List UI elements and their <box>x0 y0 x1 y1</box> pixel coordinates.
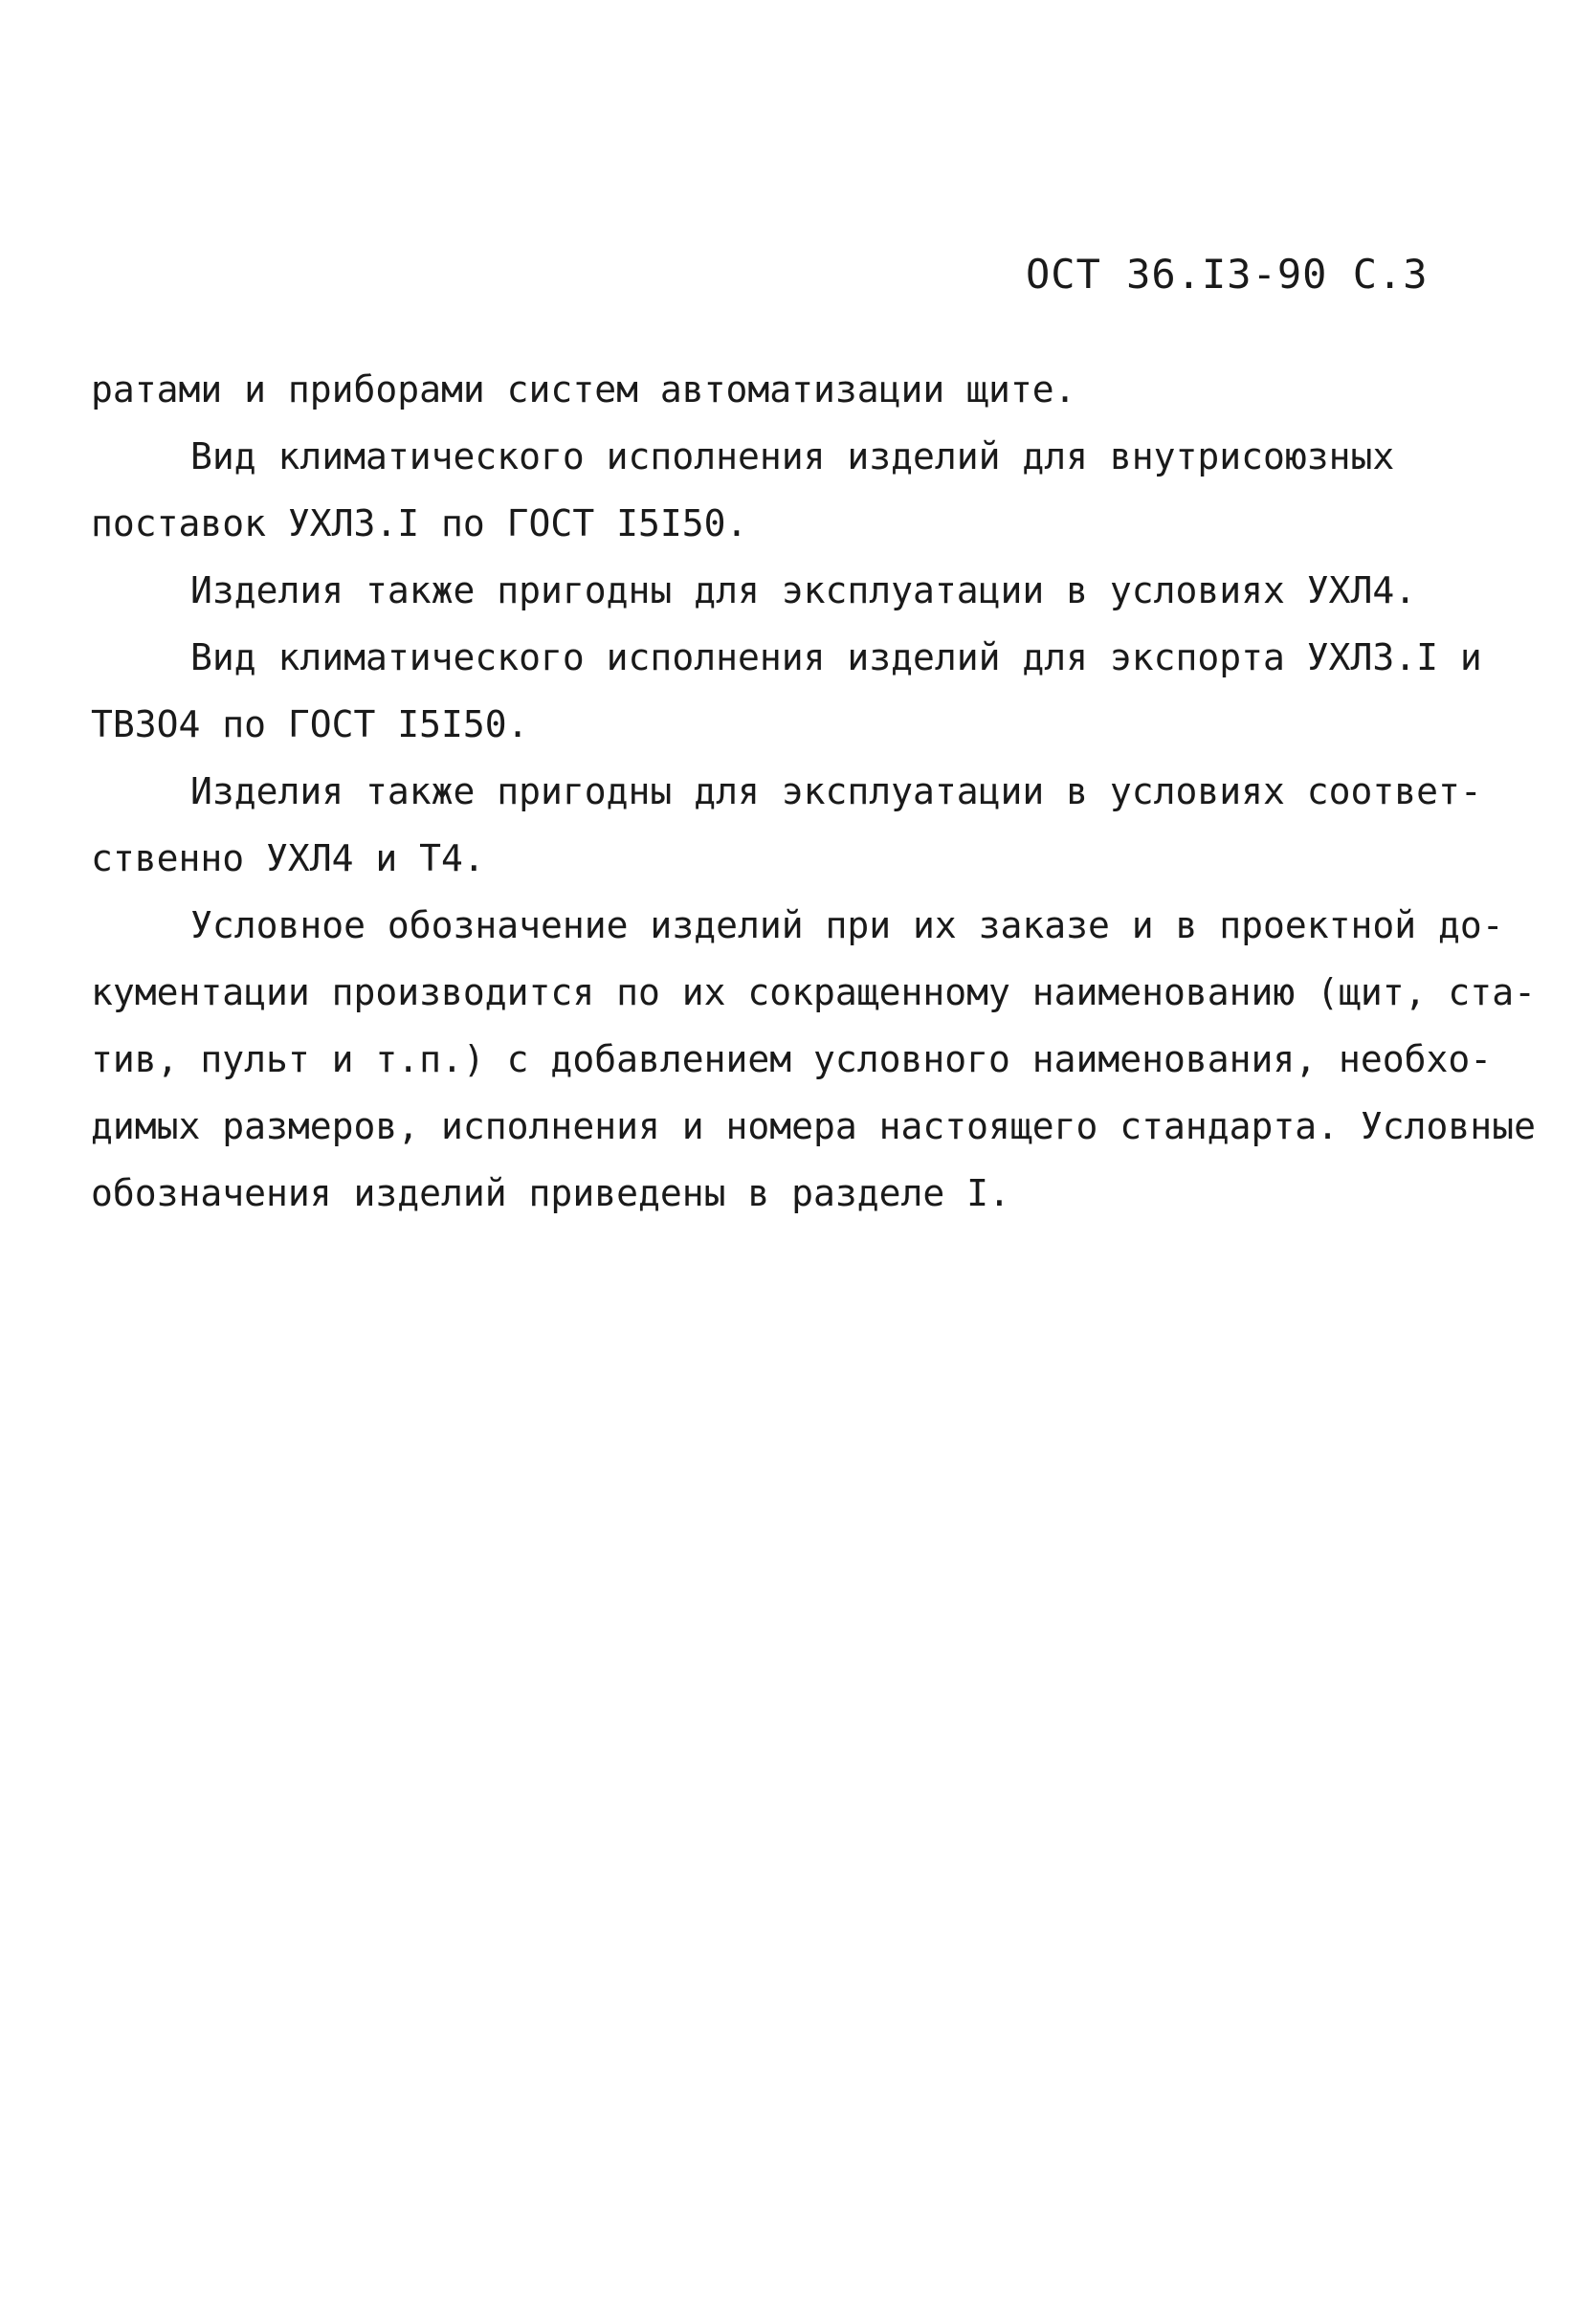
text-line: поставок УХЛ3.I по ГОСТ I5I50. <box>91 502 748 544</box>
document-reference-header: ОСТ 36.I3-90 С.3 <box>1026 251 1429 298</box>
text-line: Условное обозначение изделий при их заказе и в проектной до- <box>190 904 1504 946</box>
document-body <box>91 356 1536 1227</box>
text-line: Вид климатического исполнения изделий для экспорта УХЛ3.I и <box>190 636 1482 678</box>
text-line: ратами и приборами систем автоматизации щите. <box>91 368 1076 410</box>
text-line: димых размеров, исполнения и номера настоящего стандарта. Условные <box>91 1105 1536 1147</box>
text-line: Изделия также пригодны для эксплуатации в условиях соответ- <box>190 770 1482 812</box>
text-line: ТВ3О4 по ГОСТ I5I50. <box>91 703 529 745</box>
text-line: обозначения изделий приведены в разделе I. <box>91 1172 1010 1214</box>
text-line: Изделия также пригодны для эксплуатации в условиях УХЛ4. <box>190 569 1417 611</box>
text-line: Вид климатического исполнения изделий для внутрисоюзных <box>190 435 1395 477</box>
text-line: ственно УХЛ4 и Т4. <box>91 837 485 879</box>
text-line: кументации производится по их сокращенному наименованию (щит, ста- <box>91 971 1536 1013</box>
text-line: тив, пульт и т.п.) с добавлением условного наименования, необхо- <box>91 1038 1493 1080</box>
